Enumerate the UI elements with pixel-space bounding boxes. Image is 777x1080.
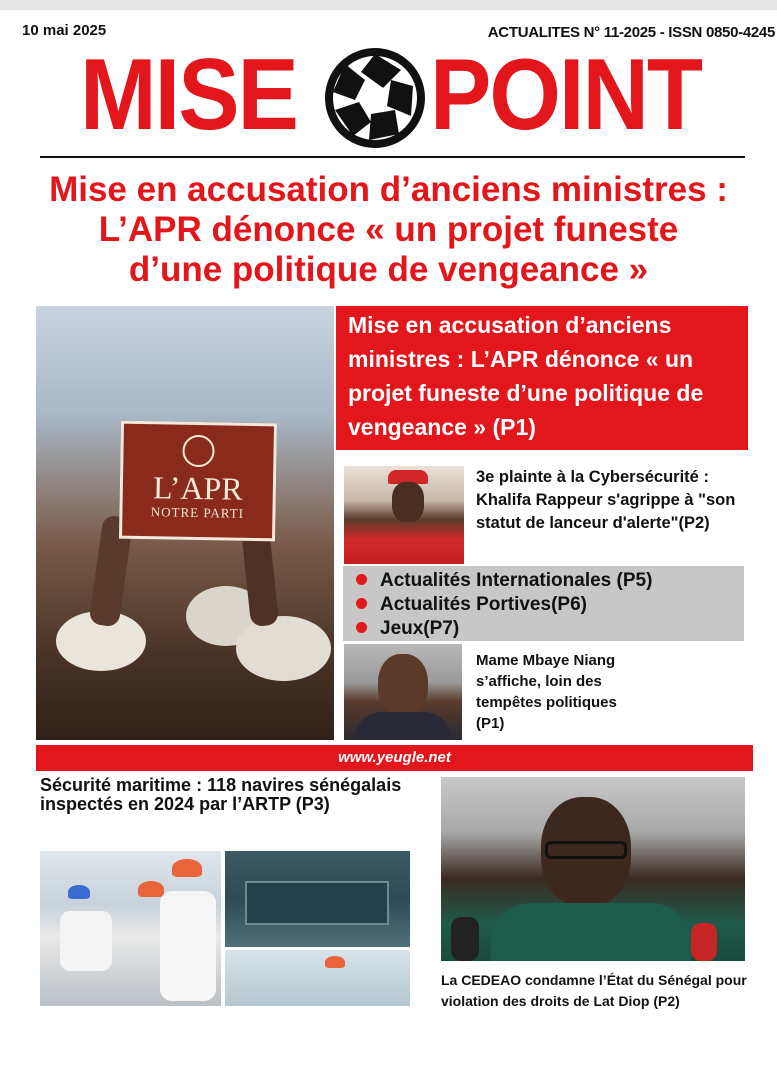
bullet-icon [356,574,367,585]
story-khalifa[interactable]: 3e plainte à la Cybersécurité : Khalifa Rappeur s'agrippe à "son statut de lanceur d'alerte"(P2) [476,468,736,532]
suit [354,712,452,740]
shirt [60,911,112,971]
headline-line-2: L’APR dénonce « un projet funeste [98,210,679,249]
glasses [545,841,627,859]
helmet [68,885,90,899]
helmet [138,881,164,897]
face [392,482,424,522]
photo-khalifa[interactable] [344,466,464,564]
section-label: Actualités Internationales (P5) [380,570,653,591]
crowd-cap [236,616,331,681]
section-item-games[interactable] [356,618,459,640]
photo-maritime-inspectors[interactable] [40,851,221,1006]
photo-ship-bridge[interactable] [225,950,410,1006]
feature-box-text: Mise en accusation d’anciens ministres : L’APR dénonce « un projet funeste d’une politique de vengeance » (P1) [348,312,704,440]
clothing [491,903,691,961]
headline-line-3: d’une politique de vengeance » [128,250,649,289]
main-headline[interactable] [10,170,767,290]
microphone [691,923,717,961]
section-item-international[interactable] [356,570,652,592]
section-item-sports[interactable] [356,594,587,616]
story-cedeao[interactable]: La CEDEAO condamne l’État du Sénégal pour violation des droits de Lat Diop (P2) [441,972,747,1009]
section-label: Actualités Portives(P6) [380,594,587,615]
masthead[interactable] [80,40,730,150]
masthead-word-left: MISE [80,38,297,152]
helmet [325,956,345,968]
aperture-icon [325,48,425,148]
panel [245,881,389,925]
masthead-rule [40,156,745,158]
masthead-word-right: POINT [430,38,702,152]
shirt [160,891,216,1001]
bullet-icon [356,598,367,609]
photo-control-panel[interactable] [225,851,410,947]
photo-lat-diop[interactable] [441,777,745,961]
sign-title: L’APR [152,469,243,507]
microphone [451,917,479,961]
sign-subtitle: NOTRE PARTI [150,504,245,521]
story-mame[interactable]: Mame Mbaye Niang s’affiche, loin des tempêtes politiques (P1) [476,652,617,732]
face [378,654,428,716]
story-maritime[interactable]: Sécurité maritime : 118 navires sénégalais inspectés en 2024 par l’ARTP (P3) [40,775,402,814]
helmet [172,859,202,877]
website-link[interactable]: www.yeugle.net [338,749,451,766]
headline-line-1: Mise en accusation d’anciens ministres : [49,170,728,209]
bullet-icon [356,622,367,633]
party-logo-icon [182,435,215,468]
section-label: Jeux(P7) [380,618,460,639]
issue-date: 10 mai 2025 [22,22,107,39]
apr-sign [119,421,277,542]
issue-number: ACTUALITES N° 11-2025 - ISSN 0850-4245 [487,24,775,41]
photo-mame-mbaye-niang[interactable] [344,644,462,740]
top-strip [0,0,777,10]
